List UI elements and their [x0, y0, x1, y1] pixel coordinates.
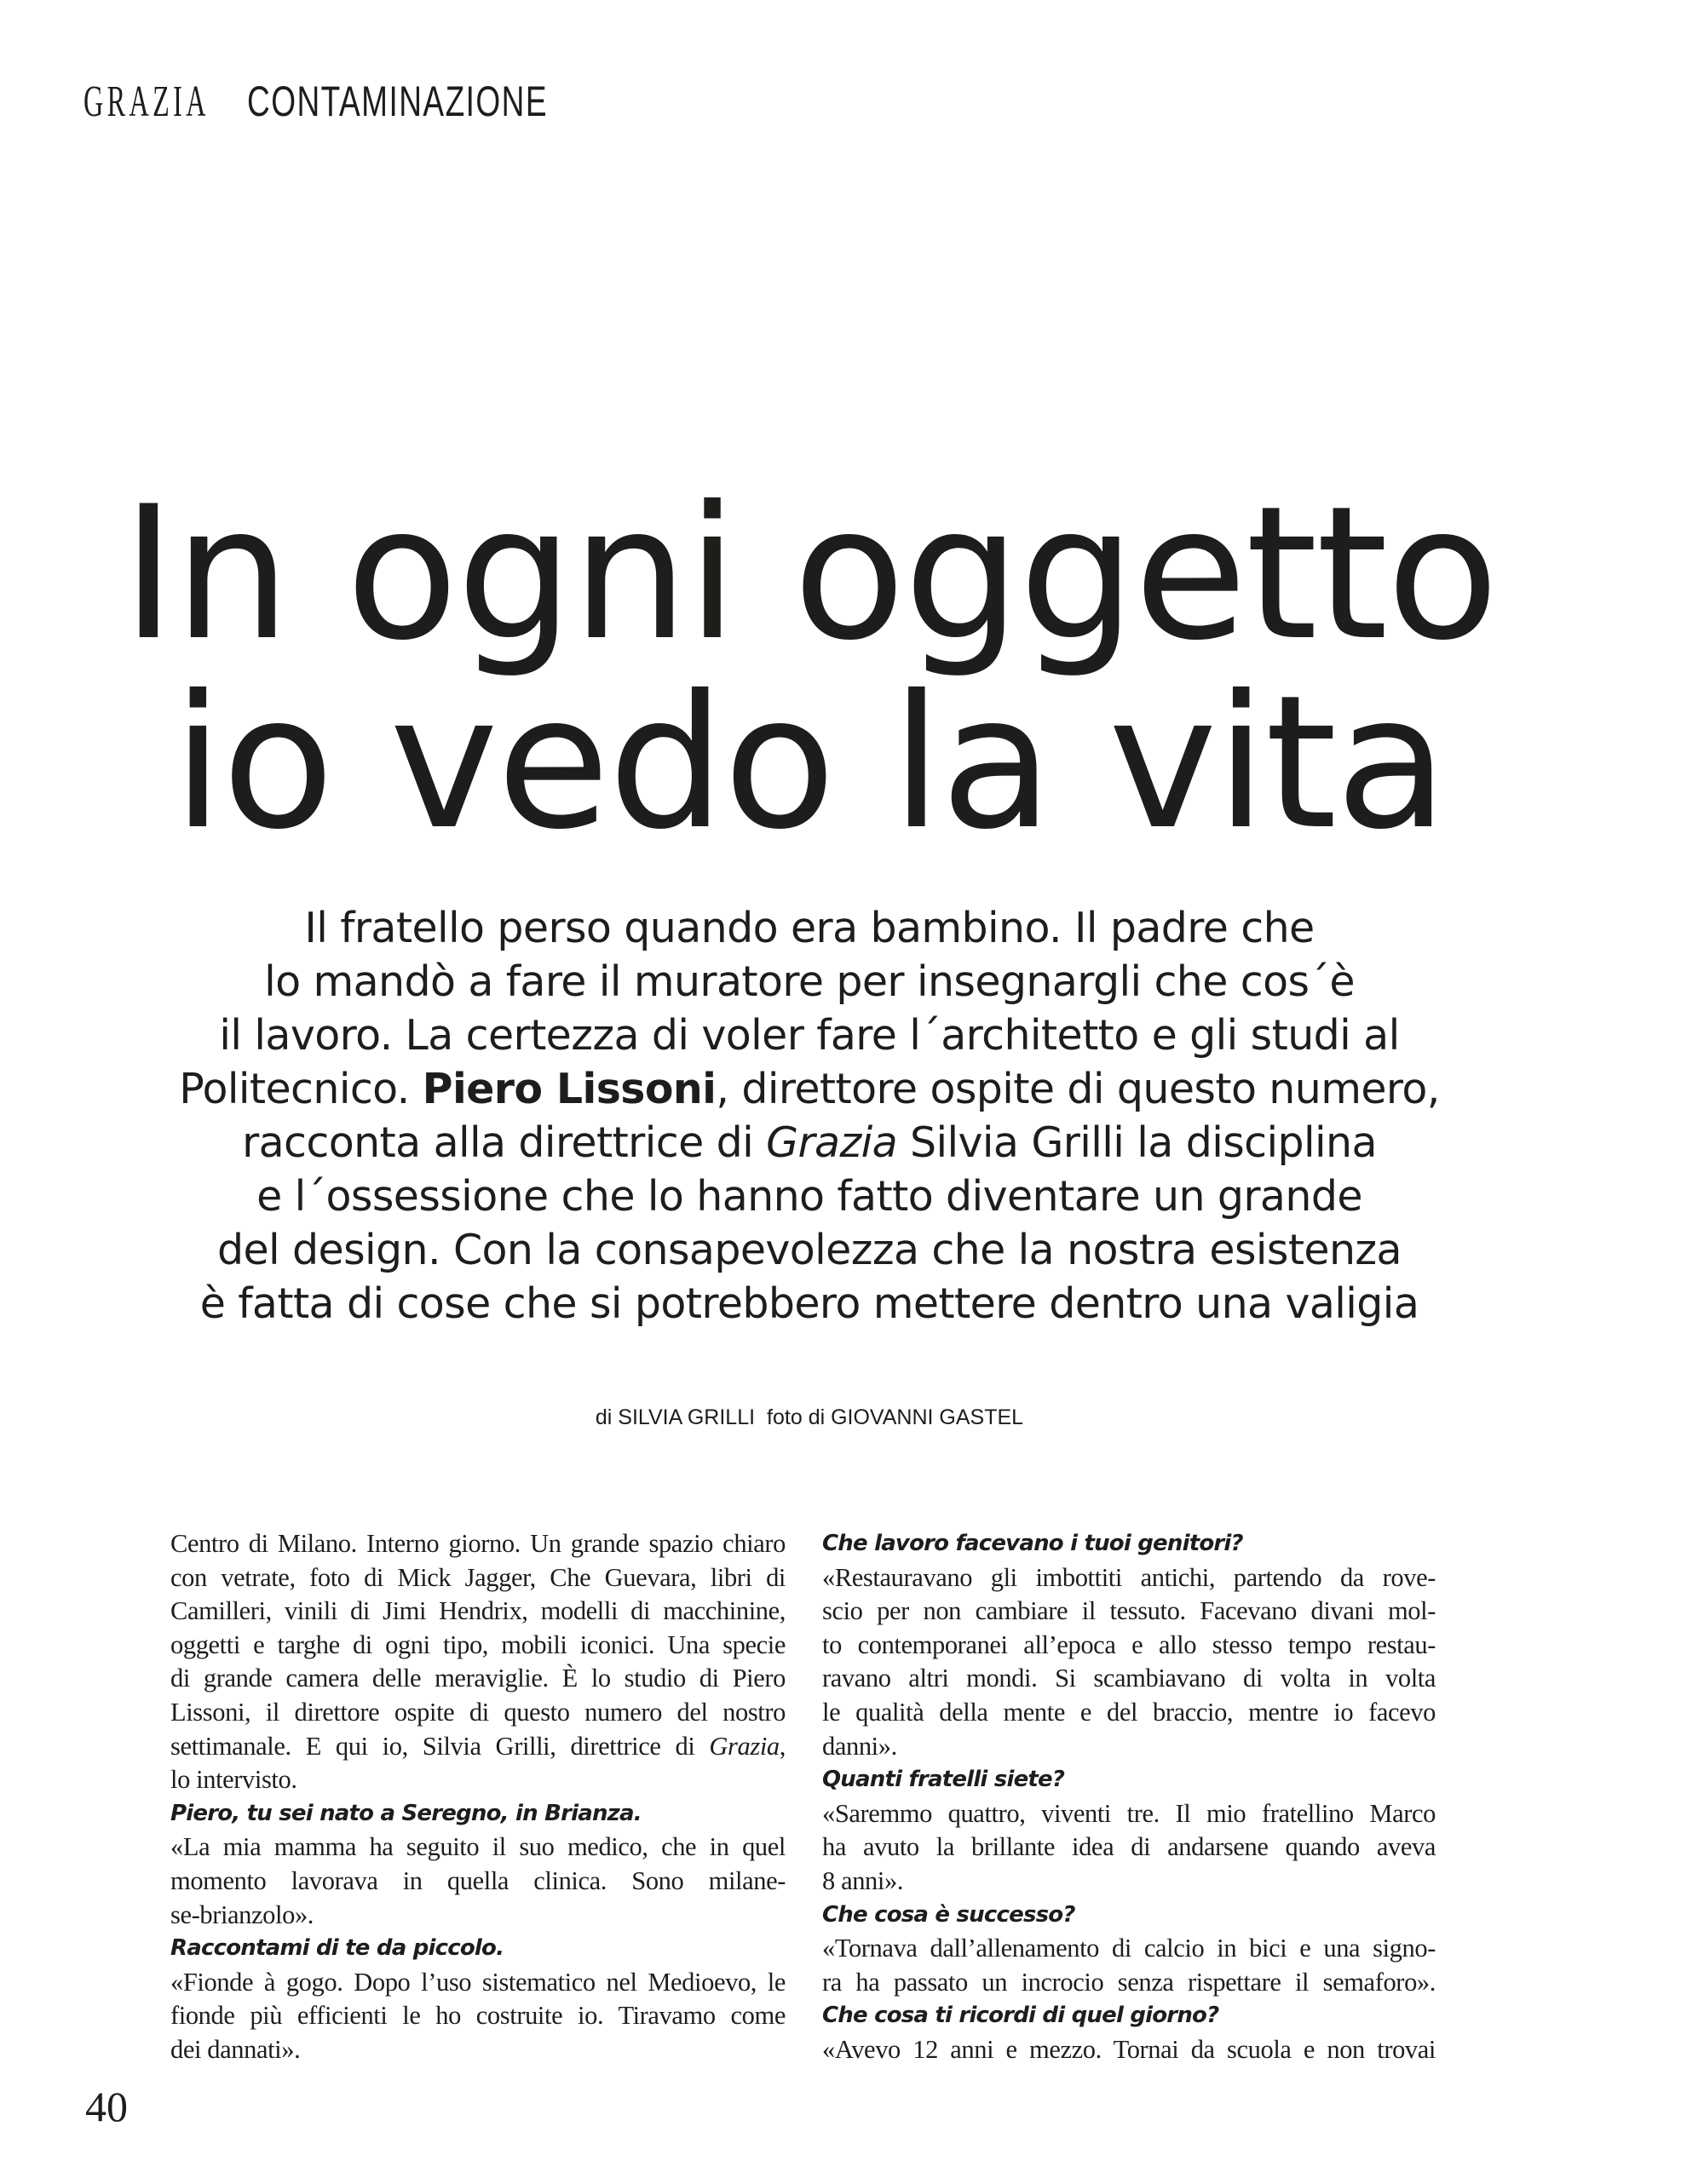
deck-line: e l´ossessione che lo hanno fatto diventare un grande: [256, 1172, 1362, 1221]
body-line: le qualità della mente e del braccio, mentre io facevo: [822, 1697, 1436, 1727]
body-line: danni».: [822, 1731, 897, 1761]
deck-text: Politecnico.: [179, 1065, 423, 1113]
body-line: Lissoni, il direttore ospite di questo numero del nostro: [170, 1697, 786, 1727]
deck-line: è fatta di cose che si potrebbero mettere dentro una valigia: [199, 1279, 1419, 1328]
body-text: settimanale. E qui io, Silvia Grilli, direttrice di: [170, 1731, 710, 1761]
page-number: 40: [85, 2083, 128, 2130]
headline-line-1: In ogni oggetto: [121, 467, 1498, 681]
interview-question: Che cosa ti ricordi di quel giorno?: [822, 2003, 1219, 2029]
body-line: fionde più efficienti le ho costruite io. Tiravamo come: [170, 2001, 786, 2031]
body-line: Camilleri, vinili di Jimi Hendrix, modelli di macchinine,: [170, 1596, 786, 1626]
author-credit: di SILVIA GRILLI: [595, 1405, 756, 1429]
body-line: ravano altri mondi. Si scambiavano di volta in volta: [822, 1664, 1436, 1693]
deck-line: Il fratello perso quando era bambino. Il padre che: [304, 904, 1315, 952]
deck-text: racconta alla direttrice di: [242, 1118, 767, 1167]
body-line: «Saremmo quattro, viventi tre. Il mio fratellino Marco: [822, 1798, 1436, 1828]
deck-line: lo mandò a fare il muratore per insegnargli che cos´è: [264, 957, 1355, 1006]
section-title: CONTAMINAZIONE: [247, 78, 549, 125]
body-line: ra ha passato un incrocio senza rispettare il semaforo».: [822, 1967, 1436, 1997]
magazine-name-italic: Grazia: [766, 1118, 898, 1167]
interview-question: Che lavoro facevano i tuoi genitori?: [822, 1531, 1243, 1556]
magazine-logo: GRAZIA: [83, 78, 210, 126]
body-line: «Tornava dall’allenamento di calcio in bici e una signo-: [822, 1934, 1436, 1963]
body-column-right: [822, 1527, 1436, 2067]
interview-question: Piero, tu sei nato a Seregno, in Brianza.: [170, 1800, 642, 1826]
body-line: «La mia mamma ha seguito il suo medico, che in quel: [170, 1832, 786, 1862]
body-line: lo intervisto.: [170, 1765, 297, 1795]
body-line: con vetrate, foto di Mick Jagger, Che Guevara, libri di: [170, 1562, 786, 1592]
body-line: [170, 1730, 786, 1764]
body-line: 8 anni».: [822, 1865, 904, 1895]
body-line: to contemporanei all’epoca e allo stesso tempo restau-: [822, 1629, 1436, 1659]
body-line: se-brianzolo».: [170, 1900, 314, 1929]
body-line: «Restauravano gli imbottiti antichi, partendo da rove-: [822, 1562, 1436, 1592]
body-line: dei dannati».: [170, 2034, 301, 2064]
magazine-name-italic: Grazia: [709, 1731, 780, 1761]
photo-credit: foto di GIOVANNI GASTEL: [767, 1405, 1024, 1429]
body-line: ha avuto la brillante idea di andarsene quando aveva: [822, 1832, 1436, 1862]
body-column-left: [170, 1527, 786, 2067]
body-line: scio per non cambiare il tessuto. Facevano divani mol-: [822, 1596, 1436, 1626]
interview-question: Raccontami di te da piccolo.: [170, 1935, 504, 1962]
interview-question: Quanti fratelli siete?: [822, 1767, 1065, 1793]
interviewee-name: Piero Lissoni: [422, 1065, 717, 1113]
body-line: momento lavorava in quella clinica. Sono milane-: [170, 1865, 786, 1895]
deck-text: , direttore ospite di questo numero,: [716, 1065, 1440, 1113]
running-head: [83, 78, 653, 126]
body-line: «Fionde à gogo. Dopo l’uso sistematico nel Medioevo, le: [170, 1967, 786, 1997]
deck-line: [0, 1116, 1619, 1170]
deck-line: del design. Con la consapevolezza che la nostra esistenza: [217, 1226, 1402, 1274]
body-text: ,: [779, 1731, 786, 1761]
body-line: oggetti e targhe di ogni tipo, mobili iconici. Una specie: [170, 1629, 786, 1659]
deck-standfirst: [0, 901, 1619, 1331]
body-line: Centro di Milano. Interno giorno. Un grande spazio chiaro: [170, 1529, 786, 1558]
deck-line: [0, 1062, 1619, 1116]
deck-text: Silvia Grilli la disciplina: [897, 1118, 1377, 1167]
headline-line-2: io vedo la vita: [172, 656, 1447, 870]
byline: [0, 1402, 1619, 1433]
deck-line: il lavoro. La certezza di voler fare l´architetto e gli studi al: [219, 1011, 1400, 1060]
body-line: «Avevo 12 anni e mezzo. Tornai da scuola e non trovai: [822, 2034, 1436, 2064]
body-line: di grande camera delle meraviglie. È lo studio di Piero: [170, 1664, 786, 1693]
interview-question: Che cosa è successo?: [822, 1901, 1075, 1928]
